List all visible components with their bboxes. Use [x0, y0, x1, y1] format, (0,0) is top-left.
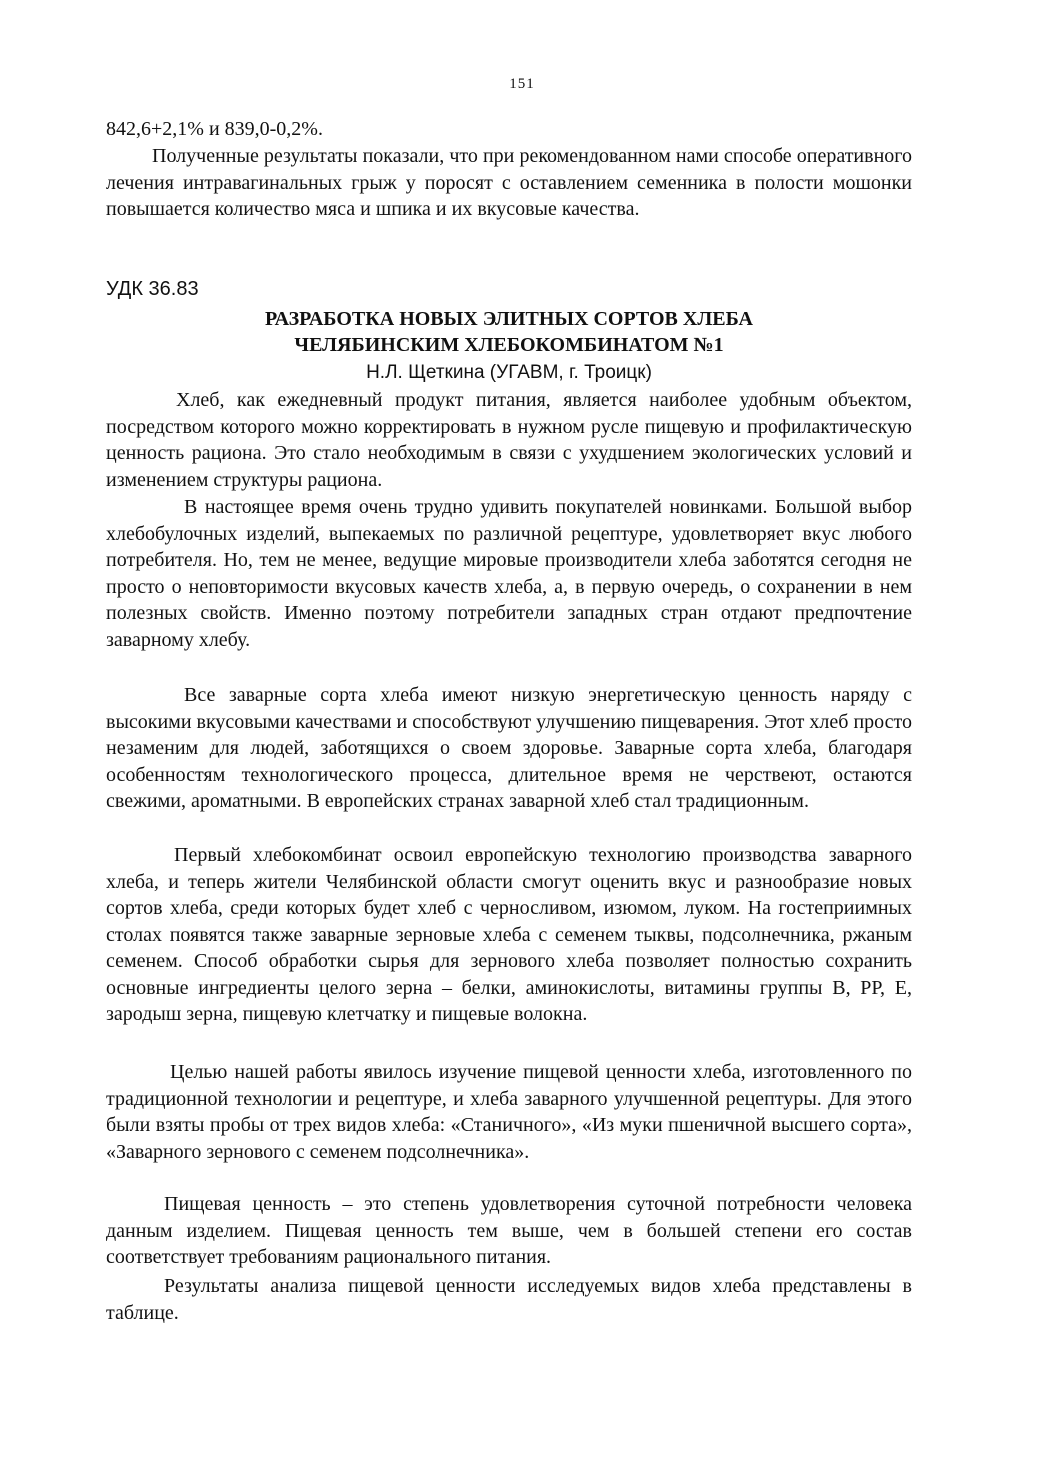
continuation-line: 842,6+2,1% и 839,0-0,2%.: [106, 118, 323, 140]
udk-code: УДК 36.83: [106, 278, 199, 300]
author-line: Н.Л. Щеткина (УГАВМ, г. Троицк): [366, 362, 652, 383]
title-line-1: РАЗРАБОТКА НОВЫХ ЭЛИТНЫХ СОРТОВ ХЛЕБА: [265, 308, 753, 330]
paragraph-5: Целью нашей работы явилось изучение пищевой ценности хлеба, изготовленного по традиционной технологии и рецептуре, и хлеба заварного улучшенной рецептуры. Для этого были взяты пробы от трех видов хлеба: «Станичного», «Из муки пшеничной высшего сорта», «Заварного зернового с семенем подсолнечника».: [106, 1061, 912, 1163]
paragraph-2: В настоящее время очень трудно удивить покупателей новинками. Большой выбор хлебобулочных изделий, выпекаемых по различной рецептуре, удовлетворяет вкус любого потребителя. Но, тем не менее, ведущие мировые производители хлеба заботятся сегодня не просто о неповторимости вкусовых качеств хлеба, а, в первую очередь, о сохранении в нем полезных свойств. Именно поэтому потребители западных стран отдают предпочтение заварному хлебу.: [106, 496, 912, 651]
article-title: [106, 306, 912, 358]
page-number: 151: [509, 76, 535, 92]
paragraph-1: Хлеб, как ежедневный продукт питания, является наиболее удобным объектом, посредством которого можно корректировать в нужном русле пищевую и профилактическую ценность рациона. Это стало необходимым в связи с ухудшением экологических условий и изменением структуры рациона.: [106, 389, 912, 491]
intro-paragraph: Полученные результаты показали, что при рекомендованном нами способе оперативного лечения интравагинальных грыж у поросят с оставлением семенника в полости мошонки повышается количество мяса и шпика и их вкусовые качества.: [106, 145, 912, 220]
paragraph-7: Результаты анализа пищевой ценности исследуемых видов хлеба представлены в таблице.: [106, 1275, 912, 1324]
paragraph-4: Первый хлебокомбинат освоил европейскую технологию производства заварного хлеба, и теперь жители Челябинской области смогут оценить вкус и разнообразие новых сортов хлеба, среди которых будет хлеб с черносливом, изюмом, луком. На гостеприимных столах появятся также заварные зерновые хлеба с семенем тыквы, подсолнечника, ржаным семенем. Способ обработки сырья для зернового хлеба позволяет полностью сохранить основные ингредиенты целого зерна – белки, аминокислоты, витамины группы В, РР, Е, зародыш зерна, пищевую клетчатку и пищевые волокна.: [106, 844, 912, 1025]
paragraph-3: Все заварные сорта хлеба имеют низкую энергетическую ценность наряду с высокими вкусовыми качествами и способствуют улучшению пищеварения. Этот хлеб просто незаменим для людей, заботящихся о своем здоровье. Заварные сорта хлеба, благодаря особенностям технологического процесса, длительное время не черствеют, остаются свежими, ароматными. В европейских странах заварной хлеб стал традиционным.: [106, 684, 912, 812]
title-line-2: ЧЕЛЯБИНСКИМ ХЛЕБОКОМБИНАТОМ №1: [294, 334, 724, 356]
paragraph-6: Пищевая ценность – это степень удовлетворения суточной потребности человека данным изделием. Пищевая ценность тем выше, чем в большей степени его состав соответствует требованиям рационального питания.: [106, 1193, 912, 1268]
